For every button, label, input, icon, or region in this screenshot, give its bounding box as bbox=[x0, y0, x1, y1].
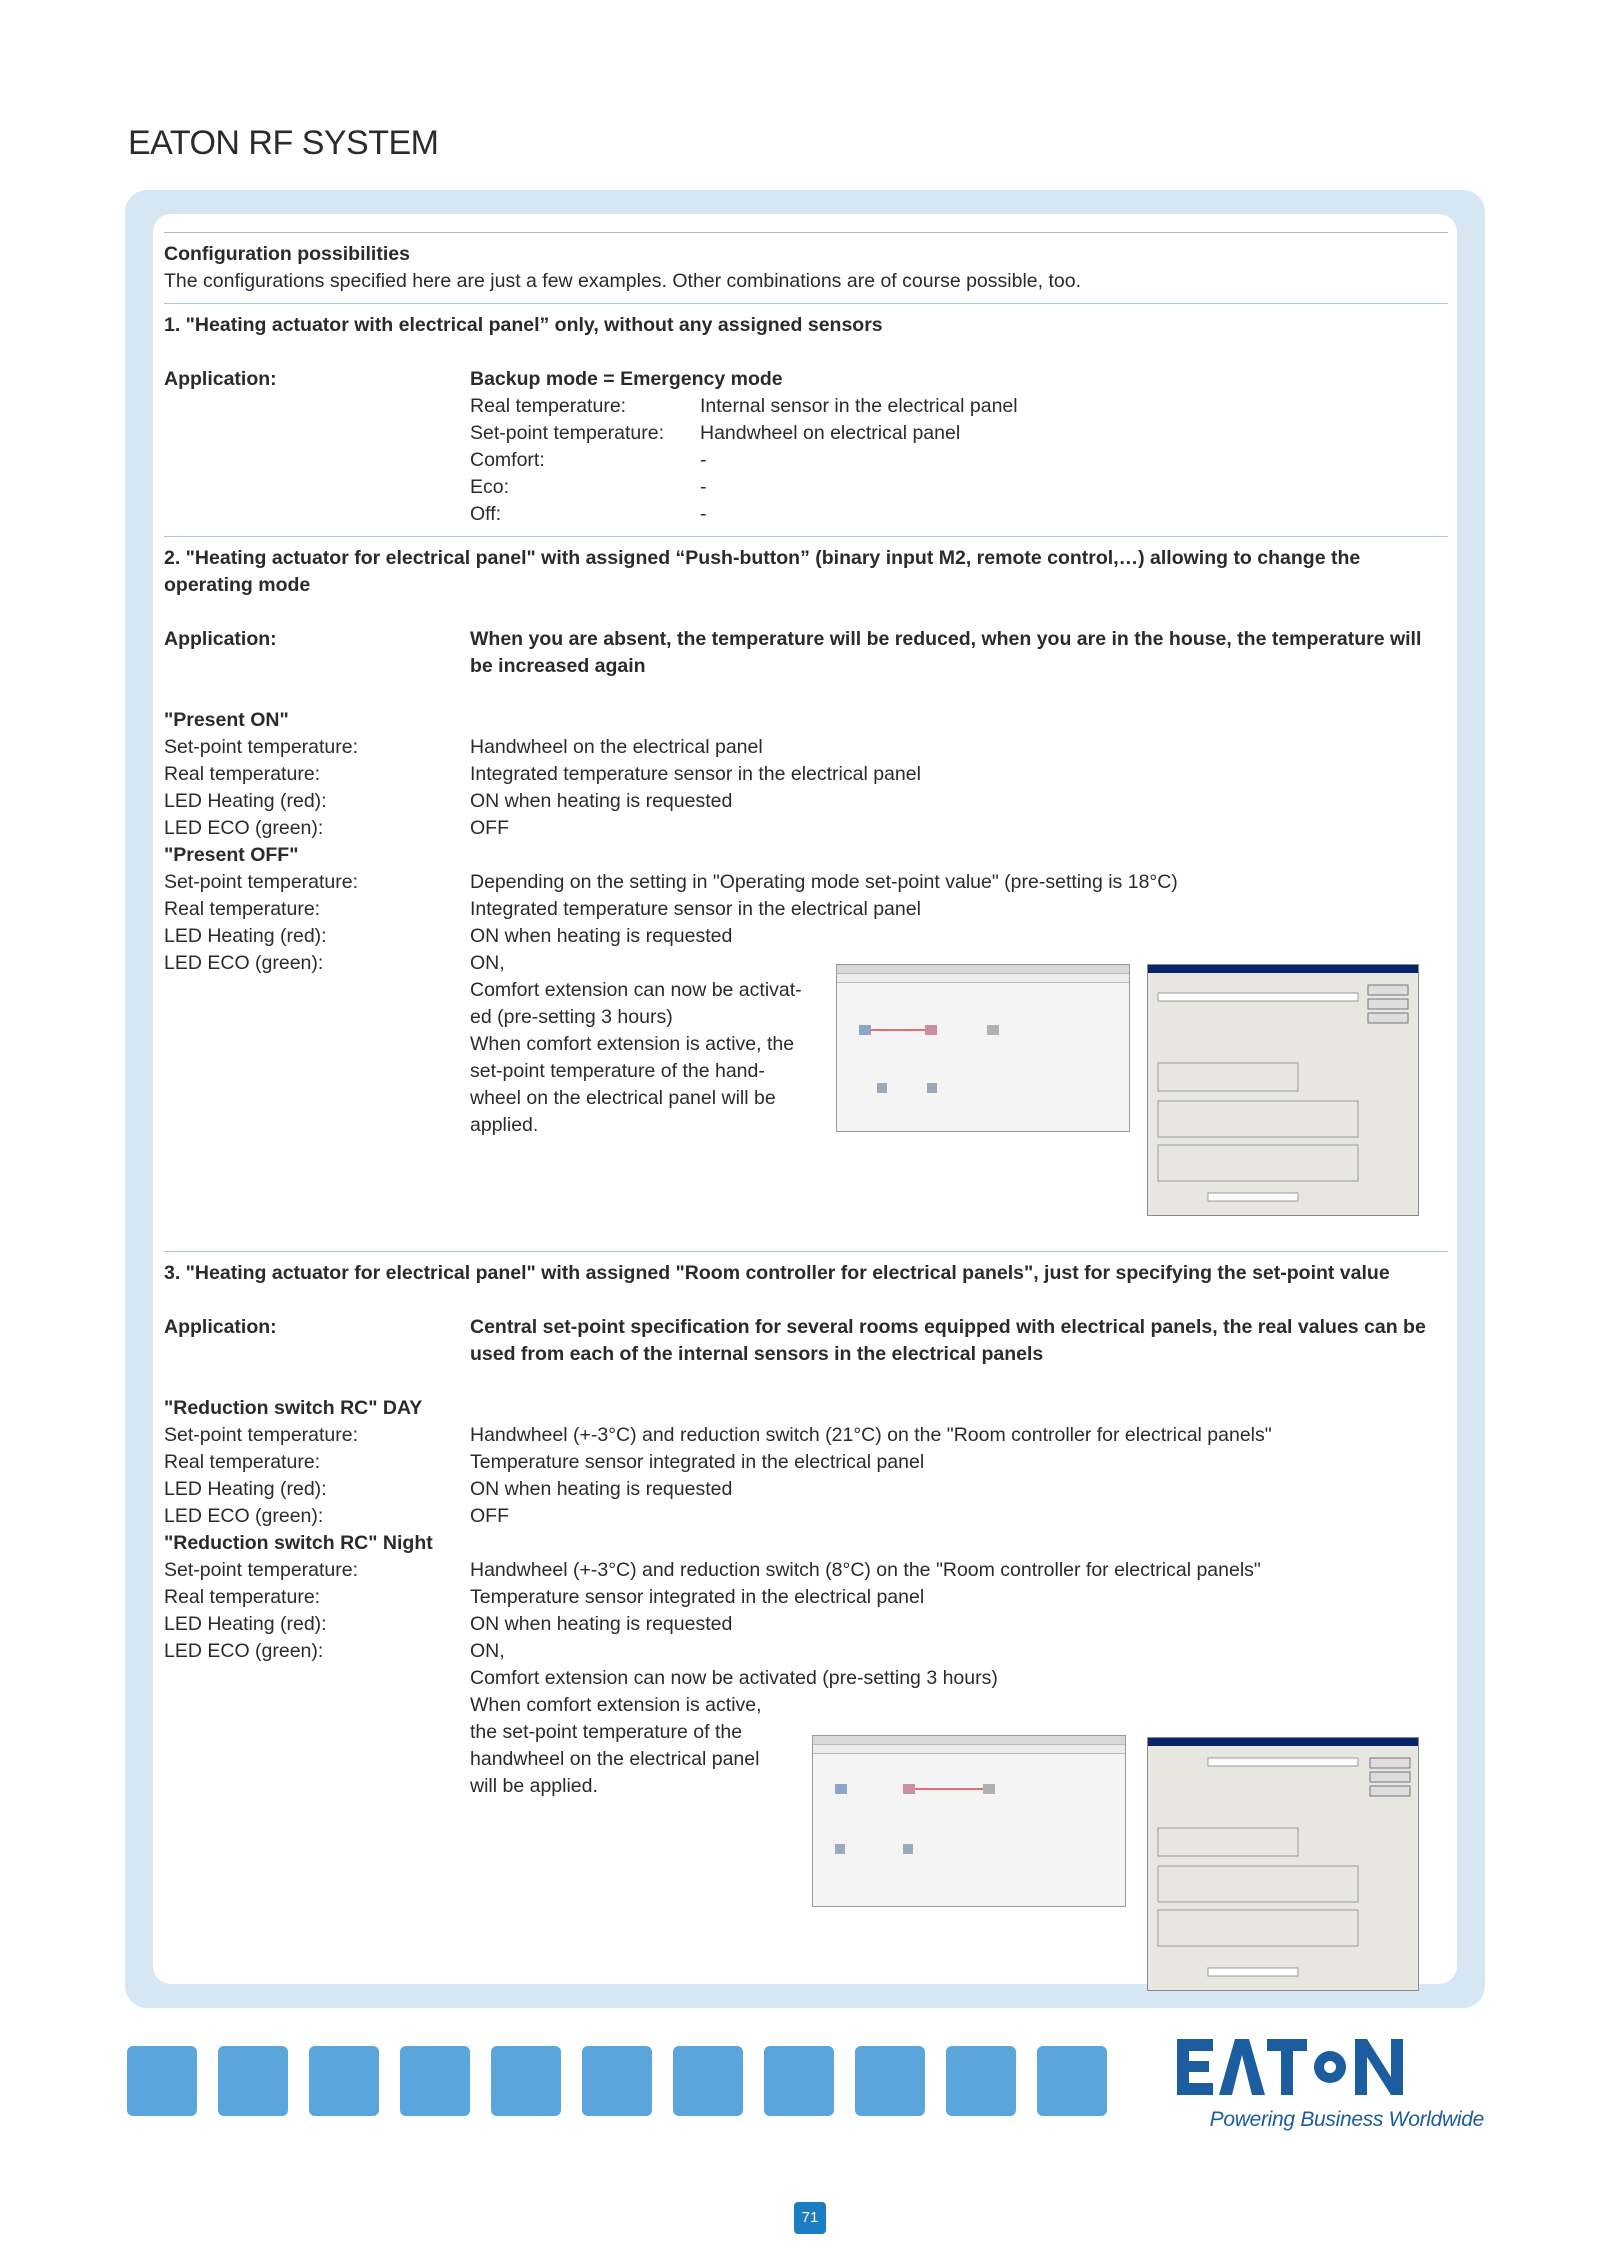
spec-row: Set-point temperature: Handwheel on electrical panel bbox=[470, 422, 961, 444]
decor-block bbox=[855, 2046, 925, 2116]
table-row: LED Heating (red): ON when heating is requested bbox=[164, 1613, 733, 1635]
day-title: "Reduction switch RC" DAY bbox=[164, 1397, 423, 1419]
table-row: LED Heating (red): ON when heating is requested bbox=[164, 790, 733, 812]
tagline: Powering Business Worldwide bbox=[1209, 2108, 1484, 2131]
decor-block bbox=[582, 2046, 652, 2116]
table-row: Real temperature: Integrated temperature sensor in the electrical panel bbox=[164, 763, 921, 785]
note-line: ed (pre-setting 3 hours) bbox=[470, 1006, 673, 1028]
table-row: LED ECO (green): OFF bbox=[164, 817, 509, 839]
decor-block bbox=[1037, 2046, 1107, 2116]
note-line: When comfort extension is active, the bbox=[470, 1033, 795, 1055]
table-row: Real temperature: Integrated temperature sensor in the electrical panel bbox=[164, 898, 921, 920]
decor-block bbox=[309, 2046, 379, 2116]
table-row: LED Heating (red): ON when heating is requested bbox=[164, 1478, 733, 1500]
present-on-title: "Present ON" bbox=[164, 709, 289, 731]
section2-application: Application: When you are absent, the temperature will be reduced, when you are in the house, the temperature will be increased again bbox=[164, 628, 1422, 677]
application-value: Backup mode = Emergency mode bbox=[470, 368, 783, 390]
note-line: Comfort extension can now be activated (pre-setting 3 hours) bbox=[470, 1667, 998, 1689]
table-row: LED ECO (green): ON, bbox=[164, 952, 505, 974]
spec-row: Off: - bbox=[470, 503, 707, 525]
intro-text: The configurations specified here are just a few examples. Other combinations are of course possible, too. bbox=[164, 270, 1081, 292]
decor-block bbox=[491, 2046, 561, 2116]
intro-heading: Configuration possibilities bbox=[164, 243, 410, 265]
decor-block bbox=[218, 2046, 288, 2116]
note-line: When comfort extension is active, bbox=[470, 1694, 762, 1716]
table-row: Set-point temperature: Depending on the setting in "Operating mode set-point value" (pre-setting is 18°C) bbox=[164, 871, 1178, 893]
note-line: the set-point temperature of the bbox=[470, 1721, 743, 1743]
application-label: Application: bbox=[164, 368, 277, 390]
section1-application bbox=[164, 366, 1448, 528]
note-line: applied. bbox=[470, 1114, 539, 1136]
note-line: set-point temperature of the hand- bbox=[470, 1060, 765, 1082]
decor-block bbox=[127, 2046, 197, 2116]
table-row: LED ECO (green): ON, bbox=[164, 1640, 505, 1662]
network-diagram-icon bbox=[837, 983, 1129, 1133]
table-row: LED Heating (red): ON when heating is requested bbox=[164, 925, 733, 947]
decor-block bbox=[946, 2046, 1016, 2116]
spec-row: Eco: - bbox=[470, 476, 707, 498]
software-screenshot-1 bbox=[836, 964, 1130, 1132]
eaton-logo bbox=[1177, 2037, 1407, 2097]
settings-dialog-2 bbox=[1147, 1737, 1419, 1991]
present-off-title: "Present OFF" bbox=[164, 844, 299, 866]
section3-heading: 3. "Heating actuator for electrical panel" with assigned "Room controller for electrical panels", just for specifying the set-point value bbox=[164, 1262, 1390, 1284]
decor-block bbox=[673, 2046, 743, 2116]
spec-row: Comfort: - bbox=[470, 449, 707, 471]
table-row: Set-point temperature: Handwheel (+-3°C) and reduction switch (8°C) on the "Room controller for electrical panels" bbox=[164, 1559, 1261, 1581]
night-title: "Reduction switch RC" Night bbox=[164, 1532, 433, 1554]
note-line: handwheel on the electrical panel bbox=[470, 1748, 760, 1770]
table-row: Real temperature: Temperature sensor integrated in the electrical panel bbox=[164, 1451, 925, 1473]
table-row: LED ECO (green): OFF bbox=[164, 1505, 509, 1527]
network-diagram-icon bbox=[813, 1754, 1125, 1908]
section1-heading: 1. "Heating actuator with electrical panel” only, without any assigned sensors bbox=[164, 314, 883, 336]
software-screenshot-2 bbox=[812, 1735, 1126, 1907]
page-number: 71 bbox=[794, 2202, 826, 2234]
decor-block bbox=[400, 2046, 470, 2116]
table-row: Set-point temperature: Handwheel (+-3°C) and reduction switch (21°C) on the "Room controller for electrical panels" bbox=[164, 1424, 1272, 1446]
section3-application: Application: Central set-point specification for several rooms equipped with electrical panels, the real values can be used from each of the internal sensors in the electrical panels bbox=[164, 1316, 1426, 1365]
section2-heading: 2. "Heating actuator for electrical panel" with assigned “Push-button” (binary input M2, remote control,…) allowing to change the operating mode bbox=[164, 547, 1361, 596]
note-line: Comfort extension can now be activat- bbox=[470, 979, 802, 1001]
note-line: wheel on the electrical panel will be bbox=[470, 1087, 776, 1109]
table-row: Set-point temperature: Handwheel on the electrical panel bbox=[164, 736, 763, 758]
table-row: Real temperature: Temperature sensor integrated in the electrical panel bbox=[164, 1586, 925, 1608]
note-line: will be applied. bbox=[470, 1775, 598, 1797]
spec-row: Real temperature: Internal sensor in the electrical panel bbox=[470, 395, 1018, 417]
page-title: EATON RF SYSTEM bbox=[128, 124, 439, 162]
settings-dialog-1 bbox=[1147, 964, 1419, 1216]
decor-block bbox=[764, 2046, 834, 2116]
